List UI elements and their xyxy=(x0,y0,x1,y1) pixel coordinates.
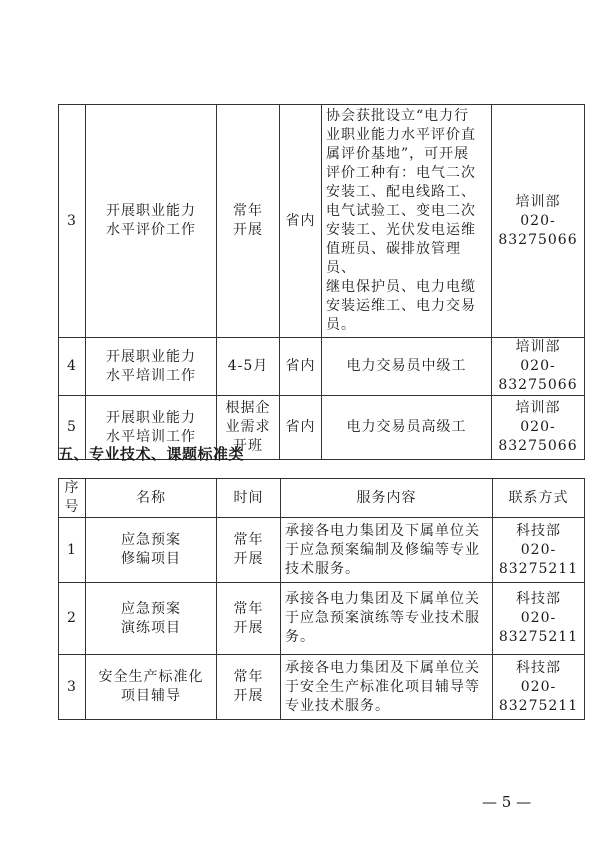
service-table-training xyxy=(58,104,585,460)
header-name: 名称 xyxy=(86,479,217,518)
item-contact: 科技部 020-83275211 xyxy=(493,583,585,655)
item-contact: 科技部 020-83275211 xyxy=(493,655,585,720)
header-no: 序 号 xyxy=(59,479,86,518)
item-name: 开展职业能力 水平培训工作 xyxy=(86,396,217,460)
item-time: 常年 开展 xyxy=(217,583,281,655)
table-row xyxy=(59,583,585,655)
row-number: 3 xyxy=(59,105,86,338)
row-number: 3 xyxy=(59,655,86,720)
table-row xyxy=(59,338,585,396)
item-content: 协会获批设立“电力行 业职业能力水平评价直 属评价基地”，可开展 评价工种有：电气二次 安装工、配电线路工、 电气试验工、变电二次 安装工、光伏发电运维 值班员、碳排放管理员、 继电保护员、电力电缆 安装运维工、电力交易 员。 xyxy=(322,105,492,338)
item-time: 4-5月 xyxy=(217,338,280,396)
item-scope: 省内 xyxy=(280,338,322,396)
header-content: 服务内容 xyxy=(281,479,493,518)
section-heading: 五、专业技术、课题标准类 xyxy=(58,445,245,463)
item-time: 常年 开展 xyxy=(217,655,281,720)
item-name: 应急预案 修编项目 xyxy=(86,518,217,583)
item-name: 开展职业能力 水平评价工作 xyxy=(86,105,217,338)
table-header-row xyxy=(59,479,585,518)
item-contact: 培训部 020-83275066 xyxy=(492,105,585,338)
item-content: 电力交易员中级工 xyxy=(322,338,492,396)
item-content: 承接各电力集团及下属单位关 于应急预案编制及修编等专业 技术服务。 xyxy=(281,518,493,583)
table-row xyxy=(59,655,585,720)
row-number: 2 xyxy=(59,583,86,655)
item-scope: 省内 xyxy=(280,396,322,460)
item-time: 常年 开展 xyxy=(217,105,280,338)
header-contact: 联系方式 xyxy=(493,479,585,518)
item-contact: 培训部 020-83275066 xyxy=(492,338,585,396)
item-time: 根据企 业需求 开班 xyxy=(217,396,280,460)
item-contact: 培训部 020-83275066 xyxy=(492,396,585,460)
item-time: 常年 开展 xyxy=(217,518,281,583)
service-table-technical xyxy=(58,478,585,720)
table-row xyxy=(59,518,585,583)
item-name: 开展职业能力 水平培训工作 xyxy=(86,338,217,396)
item-name: 安全生产标准化 项目辅导 xyxy=(86,655,217,720)
row-number: 5 xyxy=(59,396,86,460)
table-row xyxy=(59,105,585,338)
item-name: 应急预案 演练项目 xyxy=(86,583,217,655)
item-contact: 科技部 020-83275211 xyxy=(493,518,585,583)
header-time: 时间 xyxy=(217,479,281,518)
row-number: 1 xyxy=(59,518,86,583)
item-content: 承接各电力集团及下属单位关 于安全生产标准化项目辅导等 专业技术服务。 xyxy=(281,655,493,720)
page-number: — 5 — xyxy=(482,793,532,811)
item-content: 电力交易员高级工 xyxy=(322,396,492,460)
row-number: 4 xyxy=(59,338,86,396)
item-scope: 省内 xyxy=(280,105,322,338)
item-content: 承接各电力集团及下属单位关 于应急预案演练等专业技术服 务。 xyxy=(281,583,493,655)
